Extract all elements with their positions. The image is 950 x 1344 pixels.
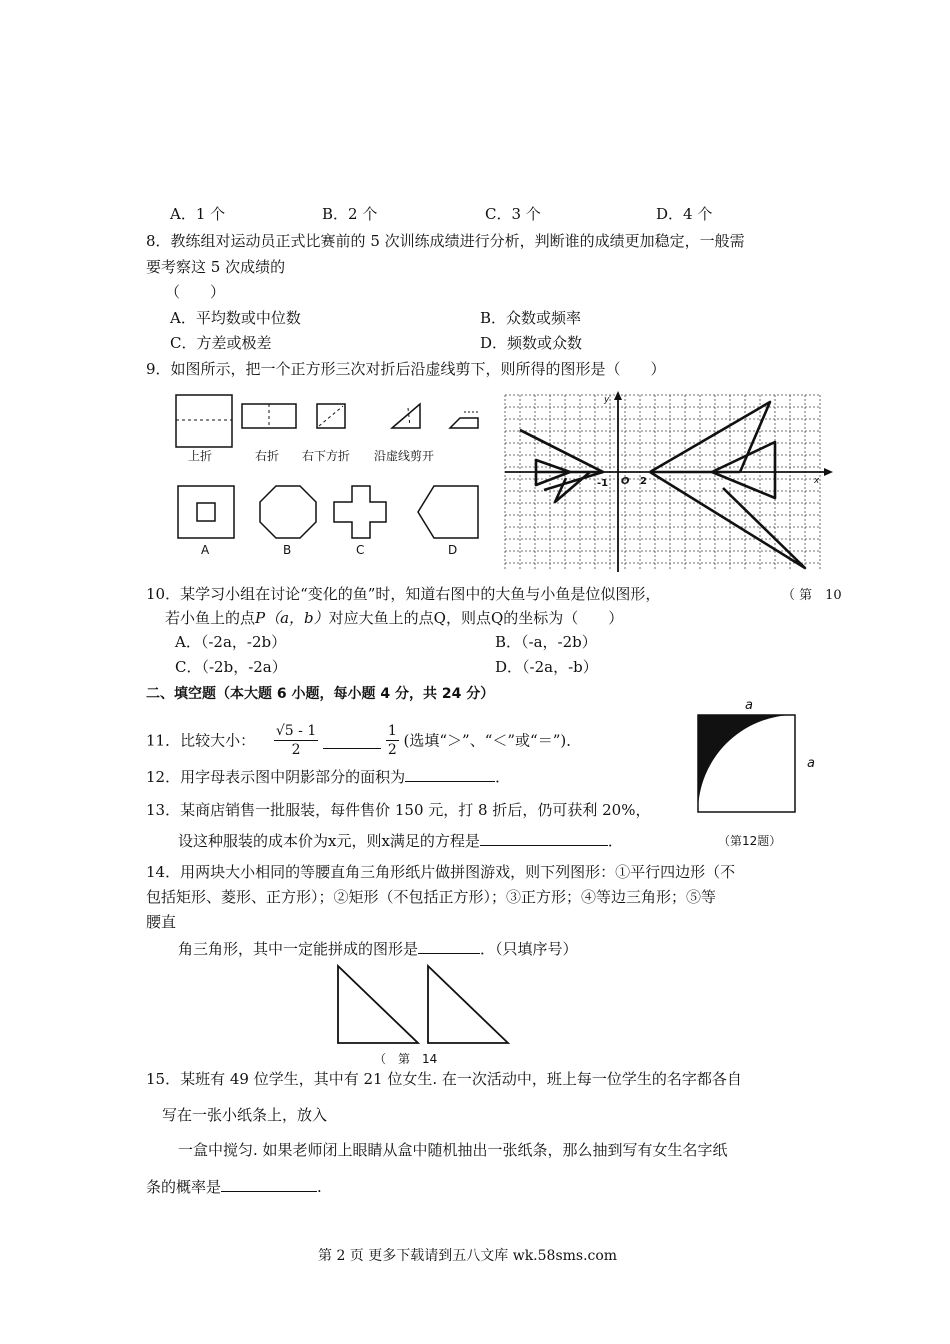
option-b-octagon	[260, 486, 316, 538]
q12-end: ．	[495, 768, 511, 786]
grid-lines	[505, 395, 820, 570]
q12-fig-side-a: a	[807, 756, 815, 771]
q9-fold-figure	[170, 390, 490, 565]
q15-line3: 一盒中搅匀. 如果老师闭上眼睛从盒中随机抽出一张纸条，那么抽到写有女生名字纸	[178, 1141, 728, 1159]
fold-step-1-square	[176, 395, 232, 447]
q15-line4	[146, 1175, 322, 1198]
q11-frac1-den: 2	[291, 742, 301, 758]
q13-line2-pre: 设这种服装的成本价为x元，则x满足的方程是	[178, 832, 480, 850]
fold-step-5-cut	[450, 418, 478, 428]
fold-label-3: 右下方折	[302, 449, 351, 463]
q8-option-c: C．方差或极差	[170, 334, 272, 352]
q10-line2-p: P（a，b）	[255, 609, 329, 627]
q11-answer-blank[interactable]	[323, 732, 381, 749]
q11-post: (选填“＞”、“＜”或“＝”)．	[403, 731, 582, 750]
q7-option-b: B．2 个	[322, 205, 378, 223]
page-footer: 第 2 页 更多下载请到五八文库 wk.58sms.com	[318, 1248, 618, 1264]
q14-line4-post: ．（只填序号）	[480, 940, 578, 958]
fish-graph	[500, 390, 835, 575]
x-axis-label: x	[814, 476, 820, 486]
q10-line2-pre: 若小鱼上的点	[165, 609, 256, 627]
q10-line1: 10．某学习小组在讨论“变化的鱼”时，知道右图中的大鱼与小鱼是位似图形，	[146, 585, 661, 603]
q11-line	[146, 722, 581, 766]
q14-line4-pre: 角三角形，其中一定能拼成的图形是	[178, 940, 419, 958]
origin-label: O	[621, 476, 630, 487]
big-fish	[650, 402, 805, 568]
q8-paren: （ ）	[165, 283, 226, 301]
q12-shaded-region	[698, 715, 795, 812]
fold-label-4: 沿虚线剪开	[374, 449, 435, 463]
q12-fig-top-a: a	[745, 698, 753, 713]
q10-line2	[165, 607, 623, 629]
q15-line1: 15．某班有 49 位学生，其中有 21 位女生. 在一次活动中，班上每一位学生的名字都各自	[146, 1070, 742, 1088]
option-label-b: B	[283, 543, 292, 557]
q12-text: 12．用字母表示图中阴影部分的面积为	[146, 768, 406, 786]
q8-option-a: A．平均数或中位数	[170, 309, 301, 327]
fold-label-1: 上折	[188, 449, 213, 463]
q14-line4	[178, 937, 578, 960]
q8-option-d: D．频数或众数	[480, 334, 583, 352]
q9-question: 9．如图所示，把一个正方形三次对折后沿虚线剪下，则所得的图形是（ ）	[146, 360, 666, 378]
triangle-right	[428, 966, 508, 1043]
q10-line2-post: 对应大鱼上的点Q，则点Q的坐标为（ ）	[328, 609, 624, 627]
option-a-inner	[197, 503, 215, 521]
q10-option-d: D．（-2a，-b）	[495, 658, 598, 676]
x-axis-arrow	[824, 468, 833, 476]
q7-option-c: C．3 个	[485, 205, 541, 223]
option-label-c: C	[356, 543, 365, 557]
q13-end: ．	[607, 832, 623, 850]
q14-line3: 腰直	[146, 913, 177, 931]
q10-option-c: C．（-2b，-2a）	[175, 658, 287, 676]
y-axis-arrow	[614, 391, 622, 400]
q10-option-a: A．（-2a，-2b）	[175, 633, 287, 651]
q11-frac1-num: √5 - 1	[275, 723, 317, 739]
option-d-pentagon	[418, 486, 478, 538]
tick-neg1: -1	[597, 478, 609, 489]
triangle-left	[338, 966, 418, 1043]
q13-line2	[178, 829, 623, 852]
q10-option-b: B．（-a，-2b）	[495, 633, 597, 651]
q15-end: .	[317, 1178, 322, 1196]
option-label-d: D	[448, 543, 458, 557]
q14-fig-caption: （ 第 14	[374, 1052, 438, 1066]
section2-heading: 二、填空题（本大题 6 小题，每小题 4 分，共 24 分）	[146, 686, 495, 702]
q15-line4-pre: 条的概率是	[146, 1178, 222, 1196]
q11-frac2-den: 2	[387, 742, 397, 758]
tick-2: 2	[640, 476, 647, 487]
q14-answer-blank[interactable]	[418, 937, 480, 954]
q13-answer-blank[interactable]	[480, 829, 608, 846]
option-label-a: A	[201, 543, 210, 557]
q7-option-a: A．1 个	[170, 205, 226, 223]
q14-line2: 包括矩形、菱形、正方形）；②矩形（不包括正方形）；③正方形；④等边三角形；⑤等	[146, 888, 717, 906]
q12-line	[146, 765, 510, 788]
option-c-cross	[334, 486, 386, 538]
q12-fig-caption: （第12题）	[718, 834, 782, 848]
q15-line2: 写在一张小纸条上，放入	[162, 1106, 328, 1124]
q7-option-d: D．4 个	[656, 205, 713, 223]
q10-fig-caption: （ 第 10	[782, 588, 842, 603]
q8-line1: 8．教练组对运动员正式比赛前的 5 次训练成绩进行分析，判断谁的成绩更加稳定，一般需	[146, 232, 745, 250]
q12-figure	[690, 695, 830, 855]
fold-label-2: 右折	[255, 449, 280, 463]
q8-line2: 要考察这 5 次成绩的	[146, 258, 286, 276]
option-a-outer	[178, 486, 234, 538]
q8-option-b: B．众数或频率	[480, 309, 582, 327]
q14-figure	[330, 958, 520, 1068]
q15-answer-blank[interactable]	[221, 1175, 317, 1192]
fold-step-4-triangle	[392, 404, 420, 428]
q11-frac1	[274, 722, 318, 759]
q11-pre: 11．比较大小：	[146, 731, 256, 750]
q14-line1: 14．用两块大小相同的等腰直角三角形纸片做拼图游戏，则下列图形：①平行四边形（不	[146, 863, 736, 881]
q11-frac2-num: 1	[387, 723, 397, 739]
y-axis-label: y	[604, 395, 610, 405]
q12-answer-blank[interactable]	[405, 765, 495, 782]
q11-frac2	[386, 722, 399, 759]
q13-line1: 13．某商店销售一批服装，每件售价 150 元，打 8 折后，仍可获利 20%，	[146, 801, 651, 819]
